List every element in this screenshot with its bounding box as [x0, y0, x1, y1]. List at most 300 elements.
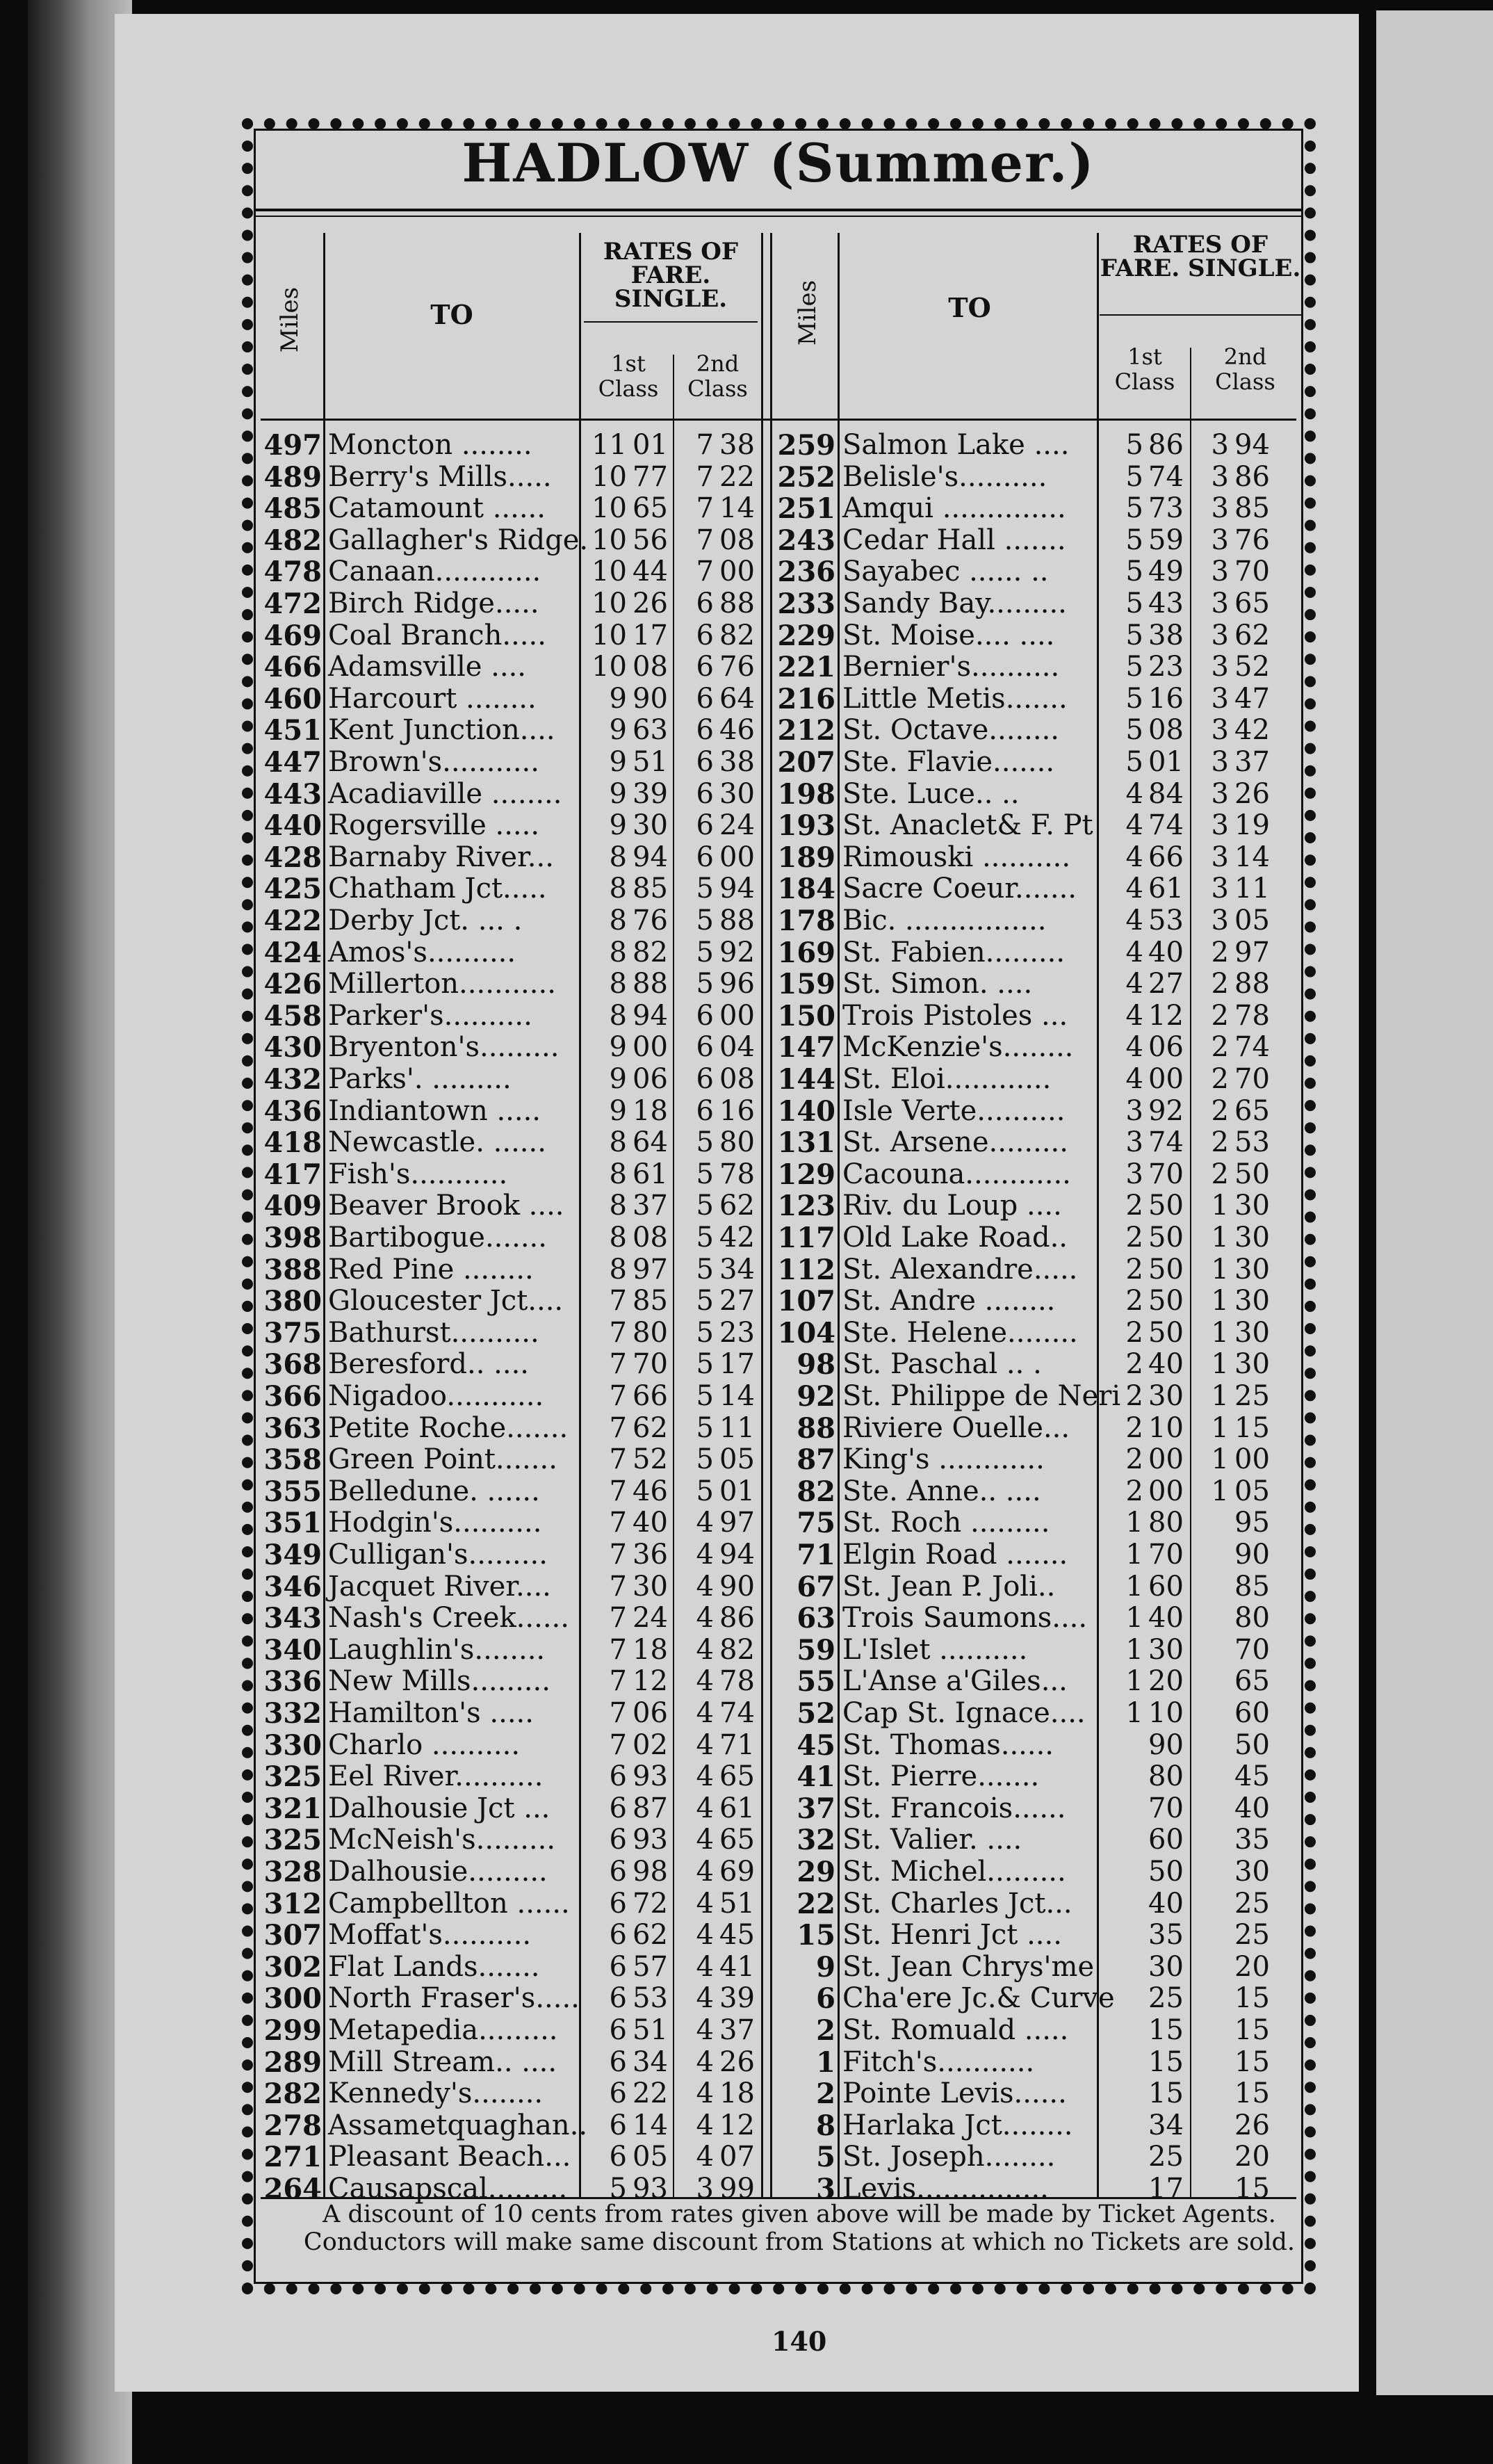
- first-cents-cell: 94: [633, 841, 668, 873]
- station-cell: Newcastle. ......: [328, 1126, 546, 1159]
- second-dollars-cell: 5: [696, 1126, 714, 1159]
- second-cents-cell: 64: [719, 682, 755, 715]
- table-row: [0, 810, 1493, 842]
- miles-cell: 424: [263, 936, 322, 969]
- first-dollars-cell: 3: [1125, 1094, 1143, 1127]
- miles-cell: 460: [263, 682, 322, 715]
- first-cents-cell: 34: [1148, 2109, 1184, 2141]
- first-cents-cell: 22: [633, 2077, 668, 2110]
- first-dollars-cell: 8: [609, 905, 627, 937]
- miles-cell: 131: [777, 1126, 835, 1160]
- station-cell: Riviere Ouelle...: [842, 1411, 1070, 1444]
- station-cell: Nigadoo...........: [328, 1380, 544, 1412]
- station-cell: Metapedia.........: [328, 2014, 558, 2046]
- first-dollars-cell: 9: [609, 1094, 627, 1127]
- table-row: [0, 1413, 1493, 1445]
- first-dollars-cell: 6: [609, 1982, 627, 2015]
- second-dollars-cell: 3: [1211, 460, 1229, 493]
- miles-cell: 336: [263, 1665, 322, 1699]
- second-cents-cell: 74: [719, 1697, 755, 1729]
- first-cents-cell: 77: [633, 460, 668, 493]
- station-cell: North Fraser's.....: [328, 1982, 580, 2015]
- table-row: [0, 2110, 1493, 2142]
- first-dollars-cell: 5: [1125, 682, 1143, 715]
- station-cell: Petite Roche.......: [328, 1411, 569, 1444]
- second-dollars-cell: 2: [1211, 1063, 1229, 1095]
- second-cents-cell: 12: [719, 2109, 755, 2141]
- station-cell: St. Anaclet& F. Pt: [842, 809, 1093, 842]
- first-dollars-cell: 6: [609, 2109, 627, 2141]
- miles-cell: 104: [777, 1316, 835, 1349]
- second-cents-cell: 82: [719, 1633, 755, 1666]
- miles-cell: 380: [263, 1285, 322, 1318]
- station-cell: Pleasant Beach...: [328, 2141, 571, 2173]
- miles-cell: 243: [777, 524, 835, 557]
- first-dollars-cell: 8: [609, 1222, 627, 1254]
- second-dollars-cell: 3: [1211, 524, 1229, 556]
- first-cents-cell: 00: [1148, 1475, 1184, 1507]
- second-dollars-cell: 4: [696, 2014, 714, 2046]
- second-dollars-cell: 1: [1211, 1411, 1229, 1444]
- second-cents-cell: 95: [1234, 1507, 1270, 1539]
- first-dollars-cell: 4: [1125, 999, 1143, 1032]
- station-cell: Ste. Anne.. ....: [842, 1475, 1041, 1507]
- first-dollars-cell: 9: [609, 1031, 627, 1064]
- first-dollars-cell: 2: [1125, 1348, 1143, 1381]
- miles-cell: 417: [263, 1158, 322, 1191]
- rates-rule: [1100, 314, 1301, 316]
- second-cents-cell: 26: [1234, 777, 1270, 810]
- table-row: [0, 651, 1493, 683]
- miles-cell: 466: [263, 651, 322, 684]
- miles-cell: 140: [777, 1094, 835, 1128]
- first-dollars-cell: 2: [1125, 1411, 1143, 1444]
- second-cents-cell: 25: [1234, 1887, 1270, 1920]
- first-cents-cell: 94: [633, 999, 668, 1032]
- miles-cell: 485: [263, 492, 322, 526]
- second-cents-cell: 60: [1234, 1697, 1270, 1729]
- station-cell: Catamount ......: [328, 492, 546, 525]
- table-row: [0, 525, 1493, 557]
- miles-cell: 366: [263, 1380, 322, 1413]
- second-cents-cell: 62: [719, 1190, 755, 1222]
- miles-cell: 355: [263, 1475, 322, 1508]
- station-cell: L'Anse a'Giles...: [842, 1665, 1068, 1698]
- miles-cell: 443: [263, 777, 322, 811]
- station-cell: St. Francois......: [842, 1792, 1066, 1824]
- first-cents-cell: 93: [633, 1760, 668, 1793]
- first-dollars-cell: 1: [1125, 1570, 1143, 1603]
- second-cents-cell: 92: [719, 936, 755, 968]
- second-dollars-cell: 4: [696, 1856, 714, 1888]
- first-cents-cell: 10: [1148, 1411, 1184, 1444]
- first-cents-cell: 70: [633, 1348, 668, 1381]
- page-title: HADLOW (Summer.): [462, 132, 1095, 194]
- miles-cell: 221: [777, 651, 835, 684]
- second-dollars-cell: 3: [1211, 651, 1229, 683]
- first-cents-cell: 56: [633, 524, 668, 556]
- first-dollars-cell: 6: [609, 1792, 627, 1824]
- first-cents-cell: 63: [633, 714, 668, 747]
- miles-cell: 37: [797, 1792, 835, 1825]
- station-cell: Ste. Flavie.......: [842, 746, 1055, 778]
- first-cents-cell: 40: [1148, 936, 1184, 968]
- second-dollars-cell: 3: [1211, 619, 1229, 651]
- first-cents-cell: 38: [1148, 619, 1184, 651]
- second-cents-cell: 65: [719, 1760, 755, 1793]
- first-cents-cell: 73: [1148, 492, 1184, 525]
- station-cell: St. Fabien.........: [842, 936, 1066, 968]
- miles-cell: 302: [263, 1950, 322, 1984]
- station-cell: Trois Pistoles ...: [842, 999, 1068, 1032]
- first-dollars-cell: 5: [609, 2173, 627, 2205]
- second-dollars-cell: 4: [696, 1633, 714, 1666]
- station-cell: Belledune. ......: [328, 1475, 540, 1507]
- second-dollars-cell: 5: [696, 1222, 714, 1254]
- station-cell: Dalhousie.........: [328, 1856, 548, 1888]
- first-cents-cell: 17: [1148, 2173, 1184, 2205]
- station-cell: Gallagher's Ridge.: [328, 524, 589, 556]
- second-cents-cell: 34: [719, 1253, 755, 1286]
- first-dollars-cell: 4: [1125, 841, 1143, 873]
- table-row: [0, 1920, 1493, 1952]
- miles-cell: 343: [263, 1602, 322, 1635]
- second-dollars-cell: 5: [696, 1348, 714, 1381]
- table-row: [0, 905, 1493, 937]
- second-dollars-cell: 5: [696, 1475, 714, 1507]
- first-cents-cell: 00: [1148, 1443, 1184, 1476]
- header-rule: [261, 419, 1296, 421]
- second-cents-cell: 71: [719, 1728, 755, 1761]
- station-cell: Beresford.. ....: [328, 1348, 530, 1381]
- station-cell: St. Eloi............: [842, 1063, 1052, 1095]
- table-row: [0, 1793, 1493, 1825]
- second-dollars-cell: 7: [696, 524, 714, 556]
- second-cents-cell: 22: [719, 460, 755, 493]
- miles-cell: 428: [263, 841, 322, 874]
- second-cents-cell: 37: [719, 2014, 755, 2046]
- station-cell: St. Michel.........: [842, 1856, 1066, 1888]
- second-dollars-cell: 3: [1211, 714, 1229, 747]
- second-dollars-cell: 6: [696, 619, 714, 651]
- station-cell: Bathurst..........: [328, 1316, 539, 1349]
- miles-cell: 233: [777, 587, 835, 620]
- first-dollars-cell: 4: [1125, 809, 1143, 842]
- second-dollars-cell: 5: [696, 1285, 714, 1318]
- second-cents-cell: 70: [1234, 556, 1270, 588]
- second-cents-cell: 05: [719, 1443, 755, 1476]
- second-dollars-cell: 7: [696, 492, 714, 525]
- second-dollars-cell: 4: [696, 2045, 714, 2078]
- second-cents-cell: 78: [719, 1158, 755, 1190]
- second-dollars-cell: 5: [696, 936, 714, 968]
- second-cents-cell: 76: [1234, 524, 1270, 556]
- station-cell: Bartibogue.......: [328, 1222, 547, 1254]
- second-dollars-cell: 4: [696, 1570, 714, 1603]
- second-cents-cell: 00: [719, 999, 755, 1032]
- miles-cell: 351: [263, 1507, 322, 1540]
- second-cents-cell: 40: [1234, 1792, 1270, 1824]
- first-cents-cell: 93: [633, 1824, 668, 1856]
- second-cents-cell: 35: [1234, 1824, 1270, 1856]
- first-cents-cell: 51: [633, 2014, 668, 2046]
- station-cell: Amos's..........: [328, 936, 516, 968]
- first-cents-cell: 34: [633, 2045, 668, 2078]
- station-cell: Assametquaghan..: [328, 2109, 588, 2141]
- second-dollars-cell: 6: [696, 651, 714, 683]
- first-dollars-cell: 7: [609, 1665, 627, 1698]
- miles-header: Miles: [794, 279, 822, 346]
- station-cell: St. Henri Jct ....: [842, 1919, 1062, 1952]
- second-cents-cell: 78: [719, 1665, 755, 1698]
- second-cents-cell: 88: [1234, 968, 1270, 1000]
- miles-cell: 440: [263, 809, 322, 843]
- first-dollars-cell: 9: [609, 777, 627, 810]
- first-cents-cell: 25: [1148, 1982, 1184, 2015]
- table-row: [0, 779, 1493, 811]
- station-cell: St. Simon. ....: [842, 968, 1033, 1000]
- second-cents-cell: 19: [1234, 809, 1270, 842]
- first-cents-cell: 35: [1148, 1919, 1184, 1952]
- second-cents-cell: 88: [719, 587, 755, 619]
- second-dollars-cell: 3: [1211, 746, 1229, 778]
- second-cents-cell: 86: [719, 1602, 755, 1635]
- second-cents-cell: 15: [1234, 2077, 1270, 2110]
- first-dollars-cell: 1: [1125, 1539, 1143, 1571]
- first-class-header: 1st Class: [1114, 343, 1175, 395]
- station-cell: St. Pierre.......: [842, 1760, 1040, 1793]
- first-cents-cell: 70: [1148, 1539, 1184, 1571]
- first-cents-cell: 53: [1148, 905, 1184, 937]
- station-cell: Fish's...........: [328, 1158, 508, 1190]
- table-row: [0, 747, 1493, 779]
- first-cents-cell: 70: [1148, 1158, 1184, 1190]
- first-cents-cell: 25: [1148, 2141, 1184, 2173]
- station-cell: Parker's..........: [328, 999, 532, 1032]
- second-cents-cell: 74: [1234, 1031, 1270, 1064]
- first-dollars-cell: 2: [1125, 1475, 1143, 1507]
- miles-cell: 87: [797, 1443, 835, 1477]
- first-dollars-cell: 7: [609, 1602, 627, 1635]
- second-dollars-cell: 6: [696, 777, 714, 810]
- second-cents-cell: 65: [1234, 1094, 1270, 1127]
- miles-cell: 75: [797, 1507, 835, 1540]
- first-dollars-cell: 9: [609, 809, 627, 842]
- station-cell: Flat Lands.......: [328, 1950, 540, 1983]
- second-dollars-cell: 5: [696, 1443, 714, 1476]
- second-dollars-cell: 2: [1211, 936, 1229, 968]
- first-cents-cell: 93: [633, 2173, 668, 2205]
- first-cents-cell: 84: [1148, 777, 1184, 810]
- second-cents-cell: 38: [719, 429, 755, 461]
- first-cents-cell: 50: [1148, 1190, 1184, 1222]
- second-cents-cell: 01: [719, 1475, 755, 1507]
- second-cents-cell: 51: [719, 1887, 755, 1920]
- second-cents-cell: 78: [1234, 999, 1270, 1032]
- first-dollars-cell: 2: [1125, 1316, 1143, 1349]
- first-cents-cell: 88: [633, 968, 668, 1000]
- first-cents-cell: 98: [633, 1856, 668, 1888]
- second-cents-cell: 30: [1234, 1348, 1270, 1381]
- first-dollars-cell: 2: [1125, 1253, 1143, 1286]
- miles-cell: 363: [263, 1411, 322, 1445]
- first-cents-cell: 26: [633, 587, 668, 619]
- miles-cell: 193: [777, 809, 835, 843]
- second-cents-cell: 94: [719, 873, 755, 905]
- miles-cell: 426: [263, 968, 322, 1001]
- second-cents-cell: 85: [1234, 1570, 1270, 1603]
- second-dollars-cell: 6: [696, 809, 714, 842]
- first-dollars-cell: 1: [1125, 1697, 1143, 1729]
- table-row: [0, 2141, 1493, 2173]
- miles-cell: 358: [263, 1443, 322, 1477]
- second-dollars-cell: 5: [696, 1158, 714, 1190]
- first-cents-cell: 80: [1148, 1760, 1184, 1793]
- second-cents-cell: 30: [1234, 1190, 1270, 1222]
- second-dollars-cell: 1: [1211, 1285, 1229, 1318]
- first-cents-cell: 18: [633, 1094, 668, 1127]
- first-cents-cell: 87: [633, 1792, 668, 1824]
- miles-cell: 368: [263, 1348, 322, 1381]
- first-cents-cell: 90: [633, 682, 668, 715]
- second-cents-cell: 97: [1234, 936, 1270, 968]
- second-cents-cell: 88: [719, 905, 755, 937]
- station-cell: Isle Verte..........: [842, 1094, 1066, 1127]
- first-cents-cell: 53: [633, 1982, 668, 2015]
- first-dollars-cell: 10: [592, 492, 627, 525]
- first-dollars-cell: 4: [1125, 905, 1143, 937]
- second-cents-cell: 39: [719, 1982, 755, 2015]
- miles-cell: 6: [816, 1982, 835, 2016]
- miles-cell: 147: [777, 1031, 835, 1064]
- first-dollars-cell: 6: [609, 2045, 627, 2078]
- second-dollars-cell: 3: [1211, 587, 1229, 619]
- second-dollars-cell: 5: [696, 1190, 714, 1222]
- first-dollars-cell: 8: [609, 968, 627, 1000]
- station-cell: Amqui ..............: [842, 492, 1066, 525]
- second-cents-cell: 41: [719, 1950, 755, 1983]
- miles-cell: 67: [797, 1570, 835, 1603]
- first-dollars-cell: 5: [1125, 587, 1143, 619]
- second-cents-cell: 52: [1234, 651, 1270, 683]
- station-cell: St. Andre ........: [842, 1285, 1056, 1318]
- first-dollars-cell: 10: [592, 556, 627, 588]
- first-cents-cell: 74: [1148, 460, 1184, 493]
- second-dollars-cell: 5: [696, 1253, 714, 1286]
- miles-cell: 216: [777, 682, 835, 715]
- miles-cell: 198: [777, 777, 835, 811]
- second-dollars-cell: 2: [1211, 1126, 1229, 1159]
- station-cell: Sandy Bay.........: [842, 587, 1067, 619]
- first-dollars-cell: 1: [1125, 1507, 1143, 1539]
- second-dollars-cell: 4: [696, 1665, 714, 1698]
- miles-cell: 388: [263, 1253, 322, 1286]
- first-cents-cell: 06: [1148, 1031, 1184, 1064]
- second-dollars-cell: 1: [1211, 1443, 1229, 1476]
- first-cents-cell: 74: [1148, 809, 1184, 842]
- station-cell: St. Valier. ....: [842, 1824, 1022, 1856]
- second-dollars-cell: 4: [696, 1602, 714, 1635]
- second-class-header: 2nd Class: [687, 350, 748, 402]
- station-cell: St. Moise.... ....: [842, 619, 1055, 651]
- station-cell: Red Pine ........: [328, 1253, 534, 1286]
- station-cell: King's ............: [842, 1443, 1045, 1476]
- table-row: [0, 1698, 1493, 1730]
- miles-cell: 340: [263, 1633, 322, 1667]
- second-cents-cell: 86: [1234, 460, 1270, 493]
- miles-cell: 398: [263, 1222, 322, 1254]
- station-cell: Kent Junction....: [328, 714, 555, 747]
- miles-cell: 325: [263, 1824, 322, 1857]
- second-cents-cell: 20: [1234, 1950, 1270, 1983]
- second-cents-cell: 14: [1234, 841, 1270, 873]
- first-cents-cell: 01: [633, 429, 668, 461]
- miles-cell: 425: [263, 873, 322, 906]
- second-dollars-cell: 6: [696, 1063, 714, 1095]
- first-cents-cell: 97: [633, 1253, 668, 1286]
- first-dollars-cell: 9: [609, 682, 627, 715]
- miles-cell: 271: [263, 2141, 322, 2174]
- second-dollars-cell: 4: [696, 2141, 714, 2173]
- first-dollars-cell: 6: [609, 2014, 627, 2046]
- station-cell: St. Paschal .. .: [842, 1348, 1042, 1381]
- station-cell: Bernier's..........: [842, 651, 1060, 683]
- first-cents-cell: 08: [633, 1222, 668, 1254]
- miles-cell: 251: [777, 492, 835, 526]
- station-cell: Dalhousie Jct ...: [328, 1792, 550, 1824]
- second-dollars-cell: 2: [1211, 999, 1229, 1032]
- first-dollars-cell: 4: [1125, 936, 1143, 968]
- first-cents-cell: 90: [1148, 1728, 1184, 1761]
- station-cell: Brown's...........: [328, 746, 539, 778]
- second-cents-cell: 38: [719, 746, 755, 778]
- first-cents-cell: 15: [1148, 2014, 1184, 2046]
- second-cents-cell: 50: [1234, 1728, 1270, 1761]
- miles-cell: 325: [263, 1760, 322, 1794]
- first-dollars-cell: 7: [609, 1633, 627, 1666]
- miles-cell: 482: [263, 524, 322, 557]
- station-cell: McKenzie's........: [842, 1031, 1074, 1064]
- station-cell: Pointe Levis......: [842, 2077, 1067, 2110]
- first-cents-cell: 50: [1148, 1285, 1184, 1318]
- first-dollars-cell: 1: [1125, 1665, 1143, 1698]
- to-header: TO: [430, 299, 473, 330]
- second-dollars-cell: 1: [1211, 1190, 1229, 1222]
- second-cents-cell: 00: [719, 841, 755, 873]
- miles-cell: 59: [797, 1633, 835, 1667]
- second-dollars-cell: 6: [696, 841, 714, 873]
- station-cell: Adamsville ....: [328, 651, 527, 683]
- second-dollars-cell: 1: [1211, 1316, 1229, 1349]
- first-cents-cell: 05: [633, 2141, 668, 2173]
- first-cents-cell: 64: [633, 1126, 668, 1159]
- first-cents-cell: 85: [633, 1285, 668, 1318]
- miles-cell: 430: [263, 1031, 322, 1064]
- station-cell: Mill Stream.. ....: [328, 2045, 557, 2078]
- first-dollars-cell: 9: [609, 746, 627, 778]
- first-cents-cell: 30: [633, 1570, 668, 1603]
- miles-cell: 282: [263, 2077, 322, 2111]
- station-cell: McNeish's.........: [328, 1824, 556, 1856]
- table-row: [0, 1761, 1493, 1793]
- first-cents-cell: 50: [1148, 1222, 1184, 1254]
- second-cents-cell: 94: [719, 1539, 755, 1571]
- second-cents-cell: 70: [1234, 1633, 1270, 1666]
- station-cell: Gloucester Jct....: [328, 1285, 564, 1318]
- miles-cell: 3: [816, 2173, 835, 2205]
- second-dollars-cell: 5: [696, 873, 714, 905]
- miles-cell: 15: [797, 1919, 835, 1952]
